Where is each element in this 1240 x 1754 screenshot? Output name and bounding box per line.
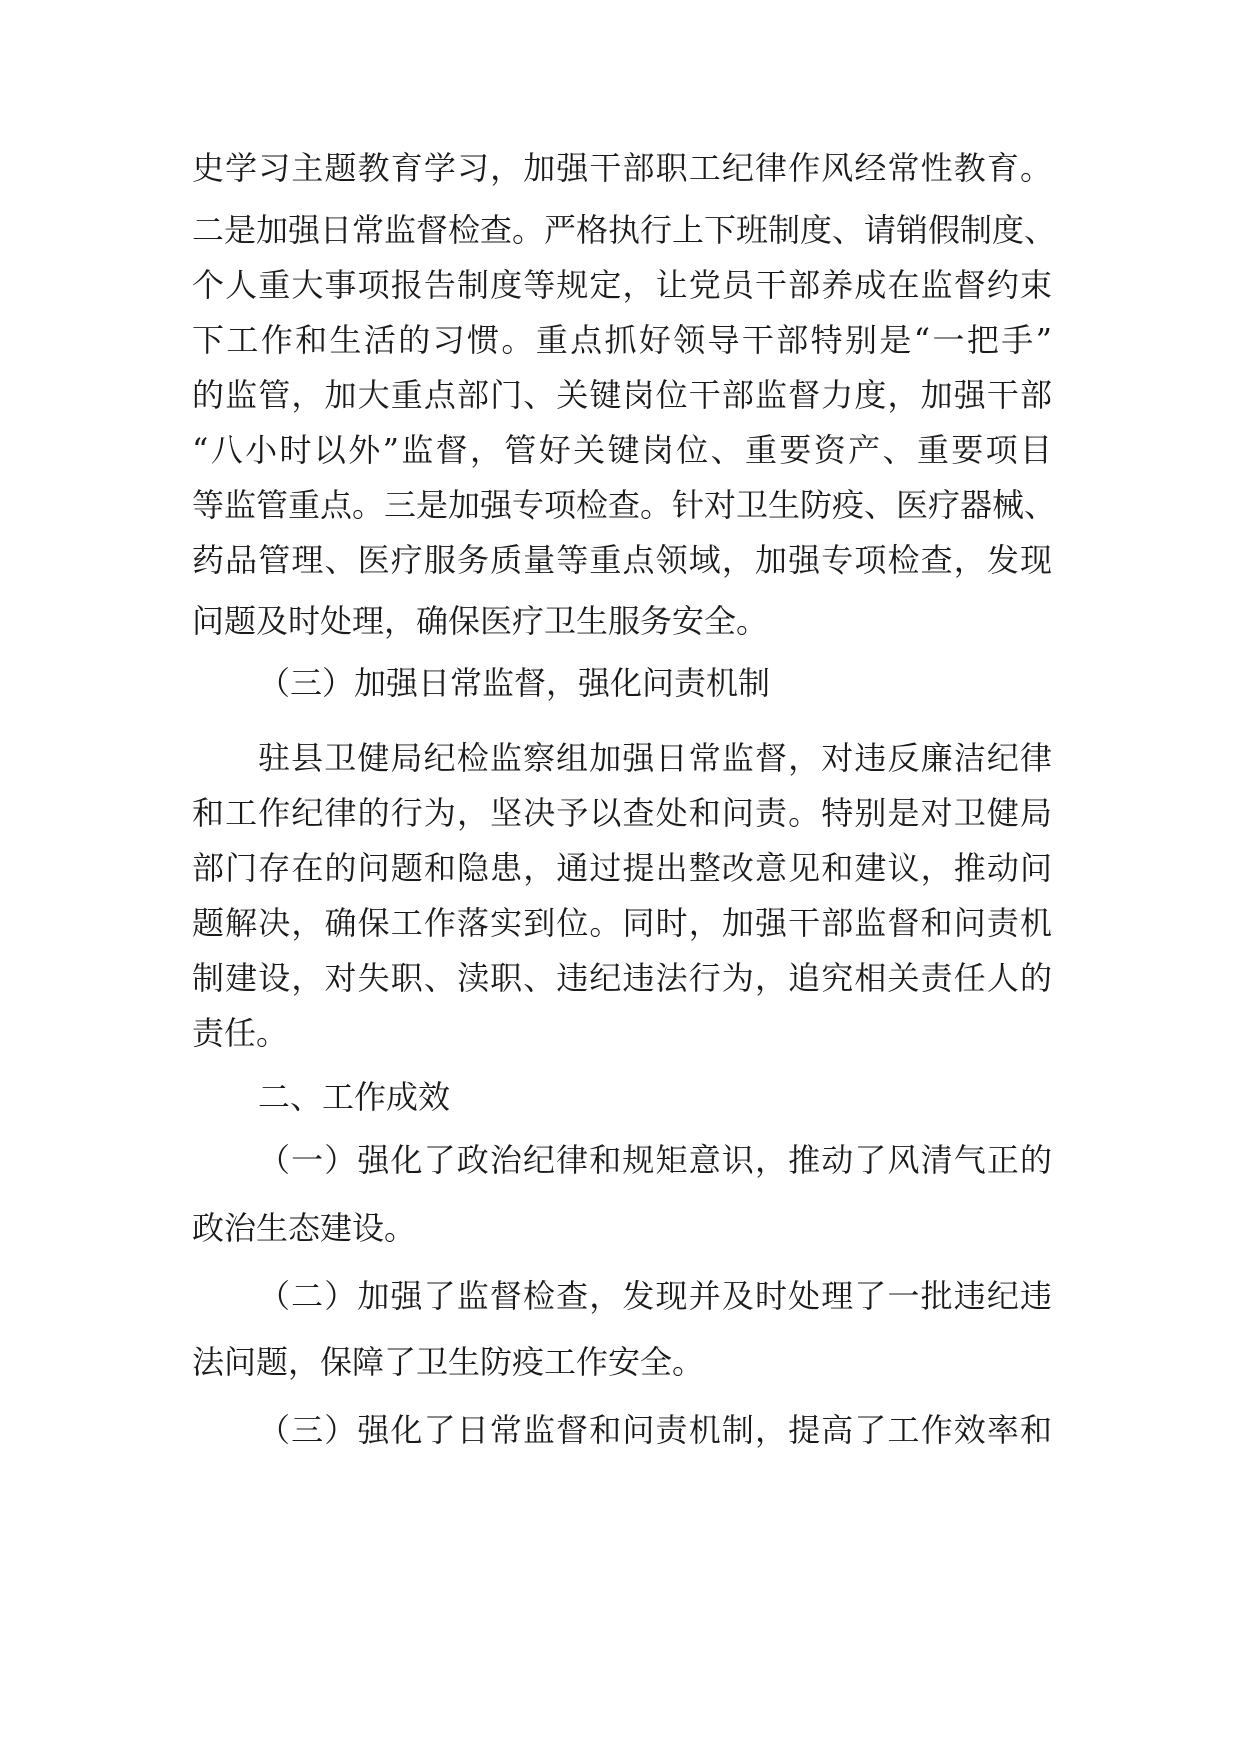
text-line: 下工作和生活的习惯。重点抓好领导干部特别是“一把手”	[192, 321, 1052, 359]
text-line: （三）强化了日常监督和问责机制，提高了工作效率和	[258, 1411, 1052, 1449]
text-line: 药品管理、医疗服务质量等重点领域，加强专项检查，发现	[192, 541, 1052, 579]
text-line: 等监管重点。三是加强专项检查。针对卫生防疫、医疗器械、	[192, 486, 1057, 524]
text-line: 题解决，确保工作落实到位。同时，加强干部监督和问责机	[192, 904, 1052, 942]
text-line: （二）加强了监督检查，发现并及时处理了一批违纪违	[258, 1277, 1052, 1315]
text-line: 政治生态建设。	[192, 1209, 417, 1247]
section-heading: （三）加强日常监督，强化问责机制	[258, 664, 771, 702]
text-line: “八小时以外”监督，管好关键岗位、重要资产、重要项目	[192, 431, 1052, 469]
text-line: 驻县卫健局纪检监察组加强日常监督，对违反廉洁纪律	[258, 739, 1052, 777]
text-line: 部门存在的问题和隐患，通过提出整改意见和建议，推动问	[192, 849, 1052, 887]
text-line: 法问题，保障了卫生防疫工作安全。	[192, 1343, 705, 1381]
text-line: （一）强化了政治纪律和规矩意识，推动了风清气正的	[258, 1141, 1052, 1179]
text-line: 制建设，对失职、渎职、违纪违法行为，追究相关责任人的	[192, 959, 1052, 997]
part-heading: 二、工作成效	[258, 1078, 451, 1116]
text-line: 史学习主题教育学习，加强干部职工纪律作风经常性教育。	[192, 149, 1052, 187]
text-line: 二是加强日常监督检查。严格执行上下班制度、请销假制度、	[192, 211, 1057, 249]
text-line: 个人重大事项报告制度等规定，让党员干部养成在监督约束	[192, 266, 1052, 304]
text-line: 和工作纪律的行为，坚决予以查处和问责。特别是对卫健局	[192, 794, 1052, 832]
text-line: 责任。	[192, 1014, 289, 1052]
text-line: 问题及时处理，确保医疗卫生服务安全。	[192, 602, 769, 640]
text-line: 的监管，加大重点部门、关键岗位干部监督力度，加强干部	[192, 376, 1052, 414]
